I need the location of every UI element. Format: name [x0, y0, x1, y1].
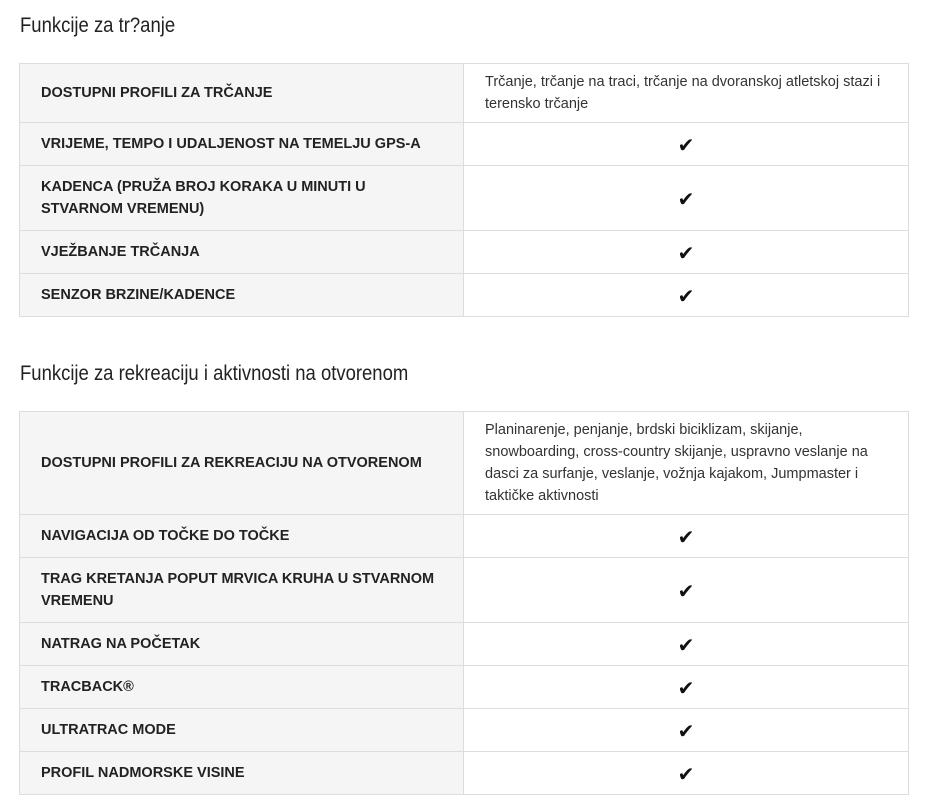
table-row: [20, 666, 909, 709]
checkmark-icon: ✔: [677, 188, 695, 211]
table-row: [20, 412, 909, 515]
table-row: [20, 274, 909, 317]
row-check-cell: [464, 274, 909, 317]
checkmark-icon: ✔: [677, 285, 695, 308]
row-label: TRACBACK®: [20, 666, 464, 709]
row-check-cell: [464, 558, 909, 623]
row-value: Planinarenje, penjanje, brdski biciklizam, skijanje, snowboarding, cross-country skijanje, uspravno veslanje na dasci za surfanje, veslanje, vožnja kajakom, Jumpmaster i taktičke aktivnosti: [464, 412, 909, 515]
table-row: [20, 64, 909, 123]
table-row: [20, 231, 909, 274]
row-label: VRIJEME, TEMPO I UDALJENOST NA TEMELJU GPS-A: [20, 123, 464, 166]
checkmark-icon: ✔: [677, 580, 695, 603]
row-check-cell: [464, 666, 909, 709]
row-label: VJEŽBANJE TRČANJA: [20, 231, 464, 274]
outdoor-features-table: [19, 411, 909, 795]
row-check-cell: [464, 623, 909, 666]
table-row: [20, 623, 909, 666]
row-label: PROFIL NADMORSKE VISINE: [20, 752, 464, 795]
row-label: ULTRATRAC MODE: [20, 709, 464, 752]
row-check-cell: [464, 231, 909, 274]
row-check-cell: [464, 752, 909, 795]
row-label: NATRAG NA POČETAK: [20, 623, 464, 666]
row-check-cell: [464, 123, 909, 166]
row-check-cell: [464, 166, 909, 231]
row-value: Trčanje, trčanje na traci, trčanje na dvoranskoj atletskoj stazi i terensko trčanje: [464, 64, 909, 123]
table-row: [20, 123, 909, 166]
section-title-outdoor: Funkcije za rekreaciju i aktivnosti na otvorenom: [20, 362, 409, 385]
row-label: DOSTUPNI PROFILI ZA TRČANJE: [20, 64, 464, 123]
row-check-cell: [464, 515, 909, 558]
row-label: KADENCA (PRUŽA BROJ KORAKA U MINUTI U STVARNOM VREMENU): [20, 166, 464, 231]
table-row: [20, 709, 909, 752]
table-row: [20, 752, 909, 795]
checkmark-icon: ✔: [677, 677, 695, 700]
row-label: NAVIGACIJA OD TOČKE DO TOČKE: [20, 515, 464, 558]
checkmark-icon: ✔: [677, 242, 695, 265]
row-label: TRAG KRETANJA POPUT MRVICA KRUHA U STVARNOM VREMENU: [20, 558, 464, 623]
table-row: [20, 558, 909, 623]
running-features-table: [19, 63, 909, 317]
row-label: SENZOR BRZINE/KADENCE: [20, 274, 464, 317]
row-check-cell: [464, 709, 909, 752]
table-row: [20, 515, 909, 558]
checkmark-icon: ✔: [677, 720, 695, 743]
checkmark-icon: ✔: [677, 526, 695, 549]
checkmark-icon: ✔: [677, 134, 695, 157]
section-title-running: Funkcije za tr?anje: [20, 14, 176, 37]
checkmark-icon: ✔: [677, 634, 695, 657]
table-row: [20, 166, 909, 231]
row-label: DOSTUPNI PROFILI ZA REKREACIJU NA OTVORENOM: [20, 412, 464, 515]
checkmark-icon: ✔: [677, 763, 695, 786]
